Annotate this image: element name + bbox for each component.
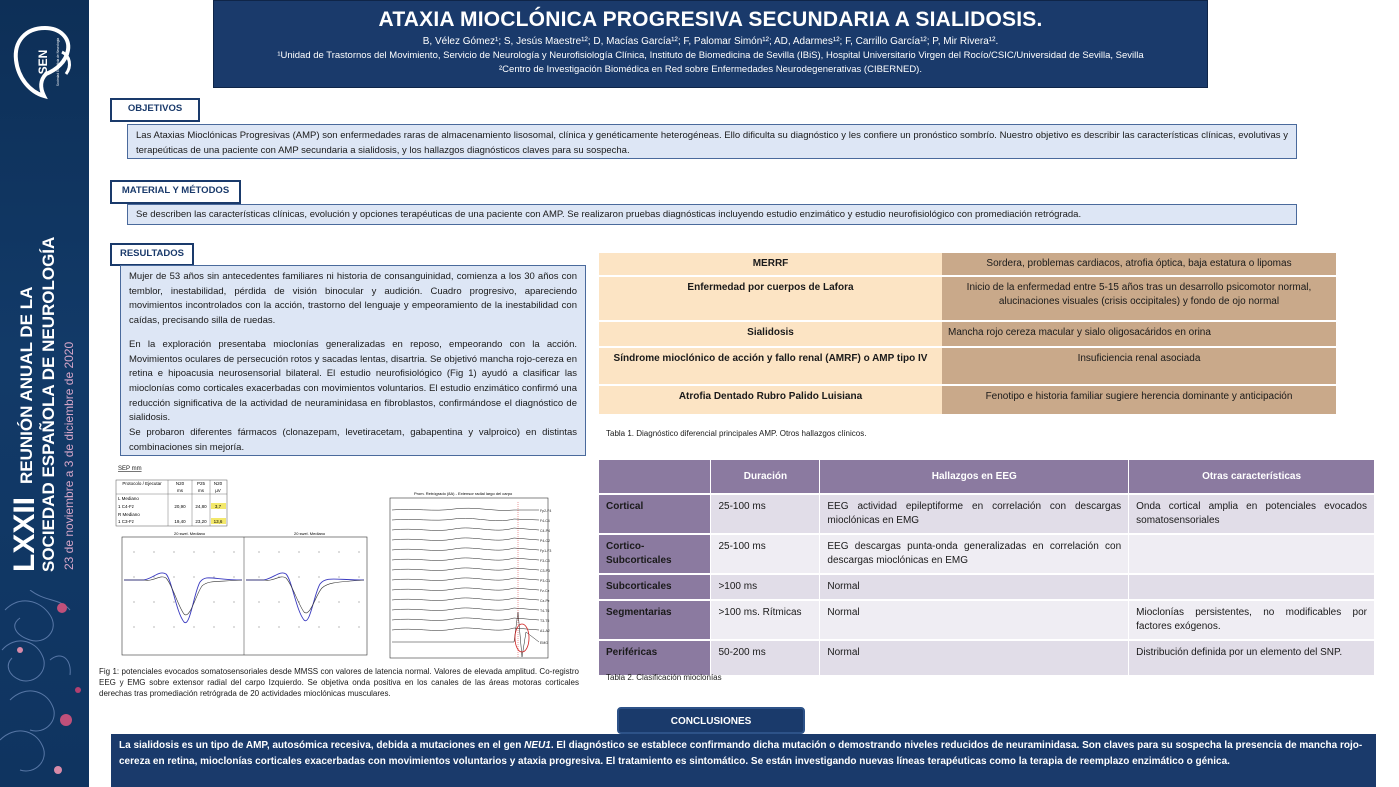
table2-eeg: Normal bbox=[820, 574, 1129, 600]
table1-value: Sordera, problemas cardiacos, atrofia óptica, baja estatura o lipomas bbox=[942, 253, 1336, 276]
table2-category: Segmentarias bbox=[599, 600, 711, 640]
table2-other: Mioclonías persistentes, no modificables por factores exógenos. bbox=[1129, 600, 1375, 640]
sep-r1-c3: 3,7 bbox=[214, 504, 222, 509]
eeg-backaveraging bbox=[390, 491, 551, 658]
table2-caption: Tabla 2. Clasificación mioclonías bbox=[606, 673, 722, 682]
svg-text:F3-C3: F3-C3 bbox=[540, 559, 550, 563]
affiliation-1: ¹Unidad de Trastornos del Movimiento, Servicio de Neurología y Neurofisiología Clínica, Instituto de Biomedicina de Sevilla (IBiS), Hospital Universitario Virgen del Rocío/CSIC/Universidad de Sevilla, Sevilla bbox=[277, 50, 1144, 61]
authors: B, Vélez Gómez¹; S, Jesús Maestre¹²; D, Macías García¹²; F, Palomar Simón¹²; AD, Adarmes¹²; F, Carrillo García¹²; P, Mir Rivera¹². bbox=[422, 36, 999, 47]
table2-other: Onda cortical amplia en potenciales evocados somatosensoriales bbox=[1129, 494, 1375, 534]
meeting-dates: 23 de noviembre a 3 de diciembre de 2020 bbox=[62, 341, 76, 570]
table1-value: Fenotipo e historia familiar sugiere herencia dominante y anticipación bbox=[942, 385, 1336, 415]
sep-unit-3: µV bbox=[215, 488, 221, 493]
table2-header bbox=[599, 460, 711, 494]
table2-header: Hallazgos en EEG bbox=[820, 460, 1129, 494]
svg-text:C3-P3: C3-P3 bbox=[540, 569, 550, 573]
resultados-box bbox=[120, 265, 586, 456]
table2-duration: 25-100 ms bbox=[711, 494, 820, 534]
table2-row bbox=[599, 534, 1375, 574]
conclusiones-text bbox=[111, 734, 1376, 787]
svg-text:EMG: EMG bbox=[540, 641, 548, 645]
table2-eeg: EEG descargas punta-onda generalizadas en correlación con descargas mioclónicas en EMG bbox=[820, 534, 1129, 574]
table2-category: Cortical bbox=[599, 494, 711, 534]
gene-name: NEU1 bbox=[524, 740, 551, 751]
table1-value: Inicio de la enfermedad entre 5-15 años tras un desarrollo psicomotor normal, alucinaciones visuales (crisis occipitales) y fondo de ojo normal bbox=[942, 276, 1336, 321]
sep-r1-c2: 24,80 bbox=[195, 504, 207, 509]
sen-logo bbox=[10, 22, 80, 102]
table2-other bbox=[1129, 574, 1375, 600]
table1-row bbox=[599, 347, 1336, 385]
table2-row bbox=[599, 574, 1375, 600]
objetivos-text: Las Ataxias Mioclónicas Progresivas (AMP) son enfermedades raras de almacenamiento lisosomal, clínica y genéticamente heterogéneas. Ello dificulta su diagnóstico y les confiere un pronóstico sombrío. Nuestro objetivo es describir las características clínicas, evolutivas y terapeúticas de una paciente con AMP secundaria a sialidosis, y los hallazgos diagnósticos claves para su sospecha. bbox=[127, 124, 1297, 159]
sep-unit-2: ms bbox=[198, 488, 204, 493]
logo-text: SEN bbox=[36, 49, 50, 75]
table1-value: Insuficiencia renal asociada bbox=[942, 347, 1336, 385]
sep-r0: L Mediano bbox=[118, 496, 139, 501]
affiliation-2: ²Centro de Investigación Biomédica en Red sobre Enfermedades Neurodegenerativas (CIBERNED). bbox=[499, 64, 922, 75]
sep-r3-c3: 13,6 bbox=[213, 519, 223, 524]
sep-panel-right-title: 20 swel. Mediano bbox=[294, 531, 326, 536]
sep-waveforms bbox=[122, 531, 367, 655]
table1-key: Sialidosis bbox=[599, 321, 942, 347]
figure-caption: Fig 1: potenciales evocados somatosensoriales desde MMSS con valores de latencia normal. Valores de elevada amplitud. Co-registro EEG y EMG sobre extensor radial del carpo Izquierdo. Se objetiva onda positiva en los canales de las áreas motoras corticales derechas tras promediación retrógrada de 20 actividades mioclónicas musculares. bbox=[99, 667, 579, 698]
svg-text:Cz-Pz: Cz-Pz bbox=[540, 599, 550, 603]
table1-row bbox=[599, 385, 1336, 415]
table1-key: Atrofia Dentado Rubro Palido Luisiana bbox=[599, 385, 942, 415]
table2-row bbox=[599, 494, 1375, 534]
sep-th-2: P25 bbox=[196, 481, 206, 486]
sep-panel-left-title: 20 swel. Mediano bbox=[174, 531, 206, 536]
table2-header: Otras características bbox=[1129, 460, 1375, 494]
brain-illustration bbox=[0, 590, 89, 787]
meeting-line2: SOCIEDAD ESPAÑOLA DE NEUROLOGÍA bbox=[39, 236, 58, 572]
sep-table bbox=[116, 480, 227, 526]
table1-caption: Tabla 1. Diagnóstico diferencial principales AMP. Otros hallazgos clínicos. bbox=[606, 429, 867, 438]
table2-eeg: EEG actividad epileptiforme en correlación con descargas mioclónicas en EMG bbox=[820, 494, 1129, 534]
objetivos-label: OBJETIVOS bbox=[110, 98, 200, 122]
figure-1 bbox=[114, 462, 590, 662]
resultados-para3: Se probaron diferentes fármacos (clonazepam, levetiracetam, gabapentina y valproico) en distintas combinaciones sin mejoría. bbox=[129, 427, 577, 453]
resultados-label: RESULTADOS bbox=[110, 243, 194, 266]
table1-key: MERRF bbox=[599, 253, 942, 276]
sep-unit-1: ms bbox=[177, 488, 183, 493]
conclusiones-label: CONCLUSIONES bbox=[617, 707, 805, 734]
svg-text:F4-C4: F4-C4 bbox=[540, 519, 550, 523]
table2-header: Duración bbox=[711, 460, 820, 494]
meeting-line1: REUNIÓN ANUAL DE LA bbox=[17, 286, 36, 484]
table2-eeg: Normal bbox=[820, 600, 1129, 640]
svg-text:P3-O1: P3-O1 bbox=[540, 579, 551, 583]
table2-duration: 25-100 ms bbox=[711, 534, 820, 574]
metodos-label: MATERIAL Y MÉTODOS bbox=[110, 180, 241, 204]
table2-category: Subcorticales bbox=[599, 574, 711, 600]
conclusiones-text-after: . El diagnóstico se establece confirmando dicha mutación o demostrando niveles reducidos de neuraminidasa. Son claves para su sospecha la presencia de mancha rojo-cereza en retina, mioclonías corticales exacerbadas con movimientos voluntarios y ataxia progresiva. El tratamiento es sintomático. Se están investigando nuevas líneas terapéuticas como la terapia de reemplazo enzimático o génica. bbox=[119, 740, 1363, 767]
svg-text:Fp2-F4: Fp2-F4 bbox=[540, 509, 552, 513]
resultados-para1: Mujer de 53 años sin antecedentes familiares ni historia de consanguinidad, comienza a los 30 años con temblor, inestabilidad, pérdida de visión binocular y audición. Cuadro progresivo, apareciendo movimientos incontrolados con la acción, trastorno del lenguaje y empeoramiento de la inestabilidad con caídas, precisando silla de ruedas. bbox=[129, 271, 577, 327]
sep-r3-c1: 19,40 bbox=[174, 519, 186, 524]
conclusiones-text-before: La sialidosis es un tipo de AMP, autosómica recesiva, debida a mutaciones en el gen bbox=[119, 740, 525, 751]
poster-header bbox=[213, 0, 1208, 88]
sep-r3-c2: 23,20 bbox=[195, 519, 207, 524]
logo-subtext: Sociedad Española de Neurología bbox=[56, 37, 60, 87]
table2-row bbox=[599, 600, 1375, 640]
svg-text:P4-O2: P4-O2 bbox=[540, 539, 551, 543]
sep-label: SEP mm bbox=[118, 466, 142, 472]
table2-category: Cortico-Subcorticales bbox=[599, 534, 711, 574]
metodos-text: Se describen las características clínicas, evolución y opciones terapéuticas de una paciente con AMP. Se realizaron pruebas diagnósticas incluyendo estudio enzimático y estudio neurofisiológico con promediación retrógrada. bbox=[127, 204, 1297, 225]
svg-text:Fp1-F3: Fp1-F3 bbox=[540, 549, 552, 553]
sep-r1: 1 C4-Fz bbox=[118, 504, 135, 509]
eeg-title: Prom. Retrógrado (8A) - Extensor radial largo del carpo bbox=[414, 491, 513, 496]
differential-diagnosis-table bbox=[599, 253, 1336, 416]
table2-duration: 50-200 ms bbox=[711, 640, 820, 676]
table1-row bbox=[599, 321, 1336, 347]
poster-title: ATAXIA MIOCLÓNICA PROGRESIVA SECUNDARIA A SIALIDOSIS. bbox=[378, 8, 1043, 31]
table2-other: Distribución definida por un elemento del SNP. bbox=[1129, 640, 1375, 676]
sidebar bbox=[0, 0, 89, 787]
meeting-number: LXXII bbox=[8, 496, 41, 572]
sep-th-0: Protocolo / Ejecutar bbox=[122, 481, 162, 486]
table2-category: Periféricas bbox=[599, 640, 711, 676]
sep-th-3: N20 bbox=[213, 481, 223, 486]
table2-duration: >100 ms bbox=[711, 574, 820, 600]
table1-row bbox=[599, 253, 1336, 276]
table2-duration: >100 ms. Rítmicas bbox=[711, 600, 820, 640]
svg-text:T3-T5: T3-T5 bbox=[540, 619, 550, 623]
table2-eeg: Normal bbox=[820, 640, 1129, 676]
svg-text:A1-A2: A1-A2 bbox=[540, 629, 550, 633]
sep-th-1: N20 bbox=[175, 481, 185, 486]
table1-key: Enfermedad por cuerpos de Lafora bbox=[599, 276, 942, 321]
sep-r1-c1: 20,90 bbox=[174, 504, 186, 509]
table1-row bbox=[599, 276, 1336, 321]
resultados-para2: En la exploración presentaba mioclonías generalizadas en reposo, empeorando con la acción. Movimientos oculares de persecución rotos y sacadas lentas, disartria. Se objetivó mancha rojo-cereza en retina e hipoacusia neurosensorial bilateral. El estudio neurofisiológico (Fig 1) ayudó a clasificar las mioclonías como corticales exacerbadas con movimientos voluntarios. El estudio enzimático confirmó una reducción significativa de la actividad de neuraminidasa en fibroblastos, confirmándose el diagnóstico de sialidosis. bbox=[129, 338, 577, 424]
svg-text:C4-P4: C4-P4 bbox=[540, 529, 550, 533]
table1-value: Mancha rojo cereza macular y sialo oligosacáridos en orina bbox=[942, 321, 1336, 347]
table2-other bbox=[1129, 534, 1375, 574]
svg-text:T4-T6: T4-T6 bbox=[540, 609, 550, 613]
sep-r2: R Mediano bbox=[118, 512, 140, 517]
svg-text:Fz-Cz: Fz-Cz bbox=[540, 589, 550, 593]
sep-r3: 1 C3-Fz bbox=[118, 519, 135, 524]
table2-row bbox=[599, 640, 1375, 676]
table2-header-row bbox=[599, 460, 1375, 494]
table1-key: Síndrome mioclónico de acción y fallo renal (AMRF) o AMP tipo IV bbox=[599, 347, 942, 385]
myoclonus-classification-table bbox=[599, 460, 1375, 677]
